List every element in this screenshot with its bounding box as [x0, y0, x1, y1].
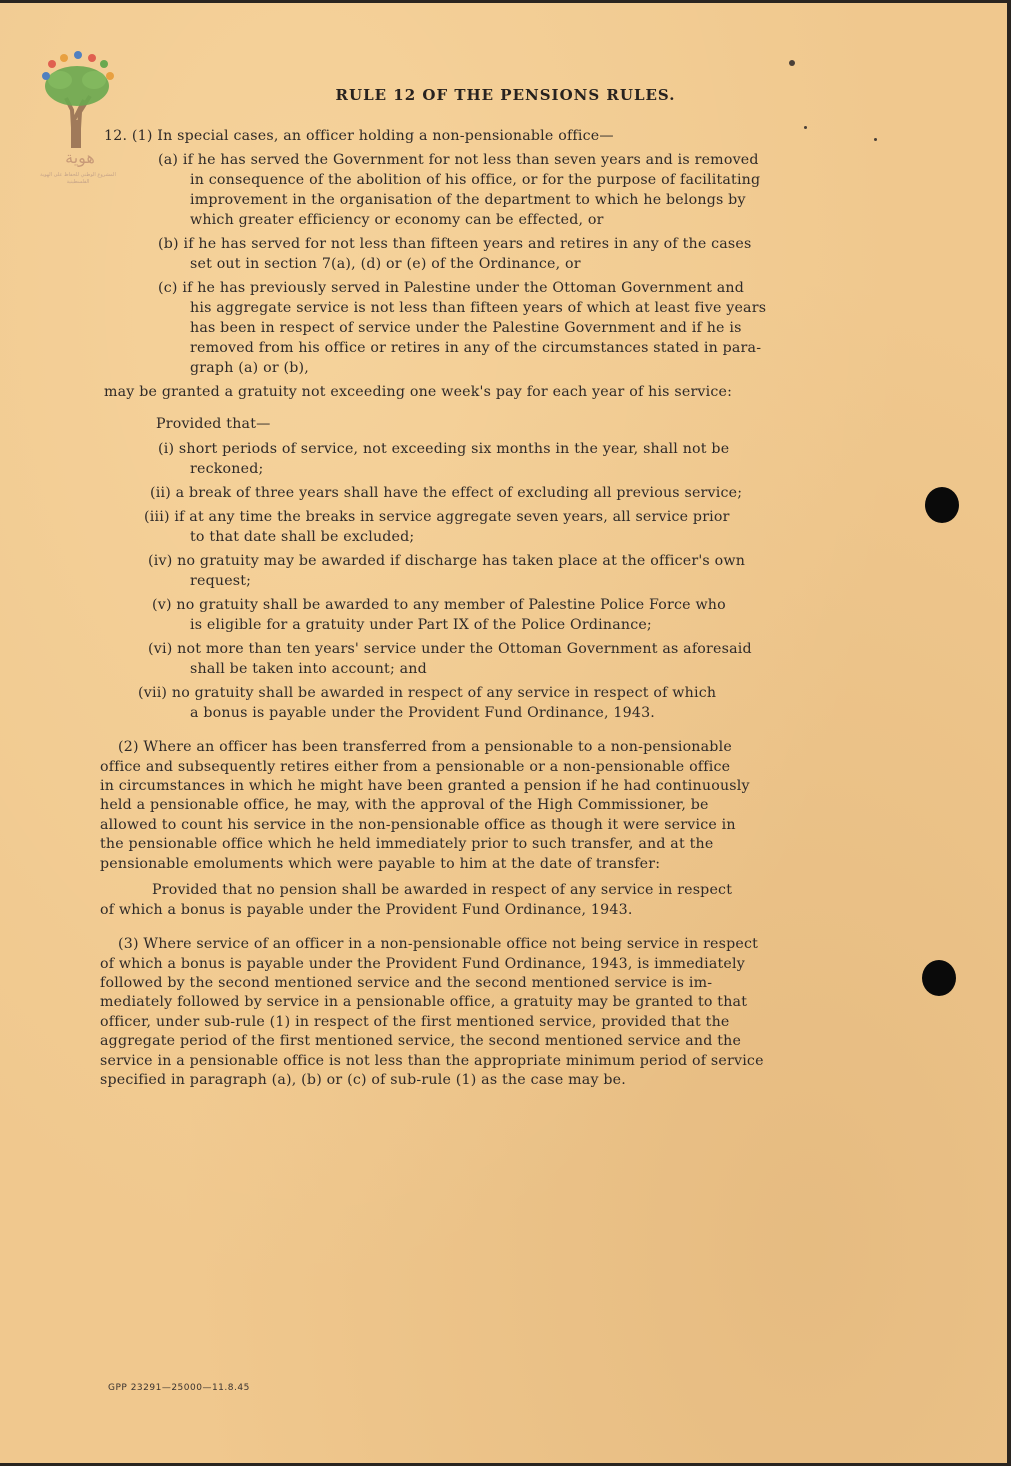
- text-line: (2) Where an officer has been transferred from a pensionable to a non-pensionable: [118, 739, 732, 755]
- text-line: (i) short periods of service, not exceeding six months in the year, shall not be: [158, 441, 730, 457]
- text-line: of which a bonus is payable under the Provident Fund Ordinance, 1943, is immediately: [100, 956, 745, 972]
- text-line: mediately followed by service in a pensionable office, a gratuity may be granted to that: [100, 994, 748, 1010]
- text-line: (3) Where service of an officer in a non-pensionable office not being service in respect: [118, 936, 759, 952]
- text-line: shall be taken into account; and: [190, 661, 427, 677]
- text-line: (b) if he has served for not less than fifteen years and retires in any of the cases: [158, 236, 752, 252]
- text-line: is eligible for a gratuity under Part IX of the Police Ordinance;: [190, 617, 652, 633]
- text-line: Provided that—: [156, 416, 271, 432]
- text-line: pensionable emoluments which were payable to him at the date of transfer:: [100, 856, 661, 872]
- page-edge-right: [1007, 0, 1011, 1466]
- text-line: Provided that no pension shall be awarded in respect of any service in respect: [152, 882, 733, 898]
- text-line: (vii) no gratuity shall be awarded in respect of any service in respect of which: [138, 685, 717, 701]
- text-line: reckoned;: [190, 461, 264, 477]
- logo-subtitle: المشروع الوطني للحفاظ على الهوية الفلسطينية: [40, 172, 116, 185]
- text-line: in circumstances in which he might have been granted a pension if he had continuously: [100, 778, 750, 794]
- text-line: in consequence of the abolition of his office, or for the purpose of facilitating: [190, 172, 761, 188]
- text-line: to that date shall be excluded;: [190, 529, 415, 545]
- text-line: followed by the second mentioned service and the second mentioned service is im-: [100, 975, 713, 991]
- text-line: aggregate period of the first mentioned service, the second mentioned service and the: [100, 1033, 742, 1049]
- text-line: allowed to count his service in the non-pensionable office as though it were service in: [100, 817, 736, 833]
- print-footer: GPP 23291—25000—11.8.45: [108, 1383, 250, 1393]
- text-line: a bonus is payable under the Provident Fund Ordinance, 1943.: [190, 705, 656, 721]
- text-line: request;: [190, 573, 252, 589]
- paper-speck: [789, 60, 795, 66]
- text-line: improvement in the organisation of the department to which he belongs by: [190, 192, 746, 208]
- text-line: officer, under sub-rule (1) in respect of the first mentioned service, provided that the: [100, 1014, 730, 1030]
- text-line: (a) if he has served the Government for not less than seven years and is removed: [158, 152, 759, 168]
- text-line: (iii) if at any time the breaks in service aggregate seven years, all service prior: [144, 509, 730, 525]
- text-line: (c) if he has previously served in Palestine under the Ottoman Government and: [158, 280, 745, 296]
- text-line: the pensionable office which he held immediately prior to such transfer, and at the: [100, 836, 714, 852]
- text-line: which greater efficiency or economy can be effected, or: [190, 212, 604, 228]
- text-line: held a pensionable office, he may, with the approval of the High Commissioner, be: [100, 797, 709, 813]
- paper-speck: [874, 138, 877, 141]
- page-title: RULE 12 OF THE PENSIONS RULES.: [335, 86, 676, 104]
- text-line: 12. (1) In special cases, an officer holding a non-pensionable office—: [104, 128, 614, 144]
- text-line: (vi) not more than ten years' service under the Ottoman Government as aforesaid: [148, 641, 752, 657]
- text-line: removed from his office or retires in any of the circumstances stated in para-: [190, 340, 762, 356]
- text-line: (v) no gratuity shall be awarded to any member of Palestine Police Force who: [152, 597, 726, 613]
- text-line: set out in section 7(a), (d) or (e) of the Ordinance, or: [190, 256, 581, 272]
- text-line: service in a pensionable office is not less than the appropriate minimum period of service: [100, 1053, 764, 1069]
- text-line: (iv) no gratuity may be awarded if discharge has taken place at the officer's own: [148, 553, 746, 569]
- text-line: his aggregate service is not less than fifteen years of which at least five years: [190, 300, 767, 316]
- text-line: has been in respect of service under the Palestine Government and if he is: [190, 320, 742, 336]
- logo-caption: هوية: [65, 148, 95, 167]
- text-line: (ii) a break of three years shall have the effect of excluding all previous service;: [150, 485, 743, 501]
- paper-speck: [804, 126, 807, 129]
- text-line: may be granted a gratuity not exceeding one week's pay for each year of his service:: [104, 384, 733, 400]
- text-line: graph (a) or (b),: [190, 360, 309, 376]
- punch-hole: [922, 960, 956, 996]
- punch-hole: [925, 487, 959, 523]
- text-line: specified in paragraph (a), (b) or (c) of sub-rule (1) as the case may be.: [100, 1072, 626, 1088]
- page-edge-top: [0, 0, 1011, 3]
- text-line: of which a bonus is payable under the Provident Fund Ordinance, 1943.: [100, 902, 633, 918]
- text-line: office and subsequently retires either from a pensionable or a non-pensionable office: [100, 759, 731, 775]
